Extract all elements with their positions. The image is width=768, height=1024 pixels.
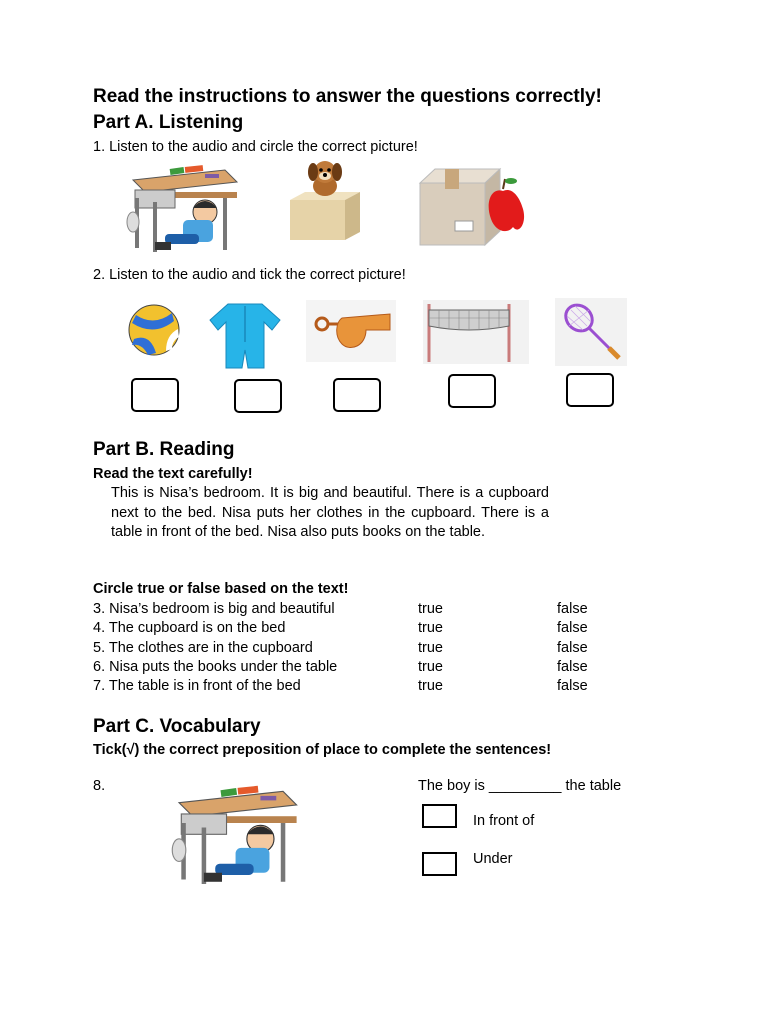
volleyball-image — [126, 303, 182, 357]
true-option[interactable]: true — [418, 659, 443, 675]
tick-box-swimsuit[interactable] — [234, 379, 282, 413]
tf-row — [93, 640, 613, 659]
vocabulary-instruction: Tick(√) the correct preposition of place to complete the sentences! — [93, 742, 552, 758]
tick-box-in-front-of[interactable] — [422, 804, 457, 828]
tick-box-volleyball[interactable] — [131, 378, 179, 412]
badminton-racket-image — [555, 298, 627, 366]
option-under: Under — [473, 851, 513, 867]
true-option[interactable]: true — [418, 640, 443, 656]
boy-under-desk-image — [170, 782, 300, 890]
tf-statement: 7. The table is in front of the bed — [93, 678, 301, 694]
false-option[interactable]: false — [557, 640, 588, 656]
tick-box-whistle[interactable] — [333, 378, 381, 412]
reading-text: This is Nisa’s bedroom. It is big and beautiful. There is a cupboard next to the bed. Nisa puts her clothes in the cupboard. There is a table in front of the bed. Nisa also puts books on the table. — [111, 485, 549, 540]
tf-statement: 5. The clothes are in the cupboard — [93, 640, 313, 656]
tf-statement: 6. Nisa puts the books under the table — [93, 659, 338, 675]
false-option[interactable]: false — [557, 620, 588, 636]
question-2: 2. Listen to the audio and tick the correct picture! — [93, 267, 406, 283]
tf-row — [93, 601, 613, 620]
tf-statement: 3. Nisa’s bedroom is big and beautiful — [93, 601, 335, 617]
false-option[interactable]: false — [557, 678, 588, 694]
tf-row — [93, 659, 613, 678]
part-b-heading: Part B. Reading — [93, 439, 235, 460]
net-image — [423, 300, 529, 364]
tf-statement: 4. The cupboard is on the bed — [93, 620, 286, 636]
part-a-heading: Part A. Listening — [93, 112, 244, 133]
tick-box-net[interactable] — [448, 374, 496, 408]
tick-box-under[interactable] — [422, 852, 457, 876]
page-title: Read the instructions to answer the questions correctly! — [93, 86, 602, 107]
part-c-heading: Part C. Vocabulary — [93, 716, 261, 737]
true-false-instruction: Circle true or false based on the text! — [93, 581, 349, 597]
whistle-image — [306, 300, 396, 362]
swimsuit-image — [208, 302, 282, 370]
dog-on-box-image[interactable] — [285, 160, 365, 245]
apple-next-to-box-image[interactable] — [415, 165, 525, 250]
question-1: 1. Listen to the audio and circle the correct picture! — [93, 139, 418, 155]
tick-box-racket[interactable] — [566, 373, 614, 407]
question-8-number: 8. — [93, 778, 106, 794]
true-option[interactable]: true — [418, 601, 443, 617]
boy-under-desk-image[interactable] — [125, 162, 240, 257]
false-option[interactable]: false — [557, 601, 588, 617]
true-option[interactable]: true — [418, 678, 443, 694]
true-option[interactable]: true — [418, 620, 443, 636]
question-8-sentence: The boy is _________ the table — [418, 778, 622, 794]
tf-row — [93, 620, 613, 639]
false-option[interactable]: false — [557, 659, 588, 675]
reading-instruction: Read the text carefully! — [93, 466, 253, 482]
option-in-front-of: In front of — [473, 813, 535, 829]
tf-row — [93, 678, 613, 697]
